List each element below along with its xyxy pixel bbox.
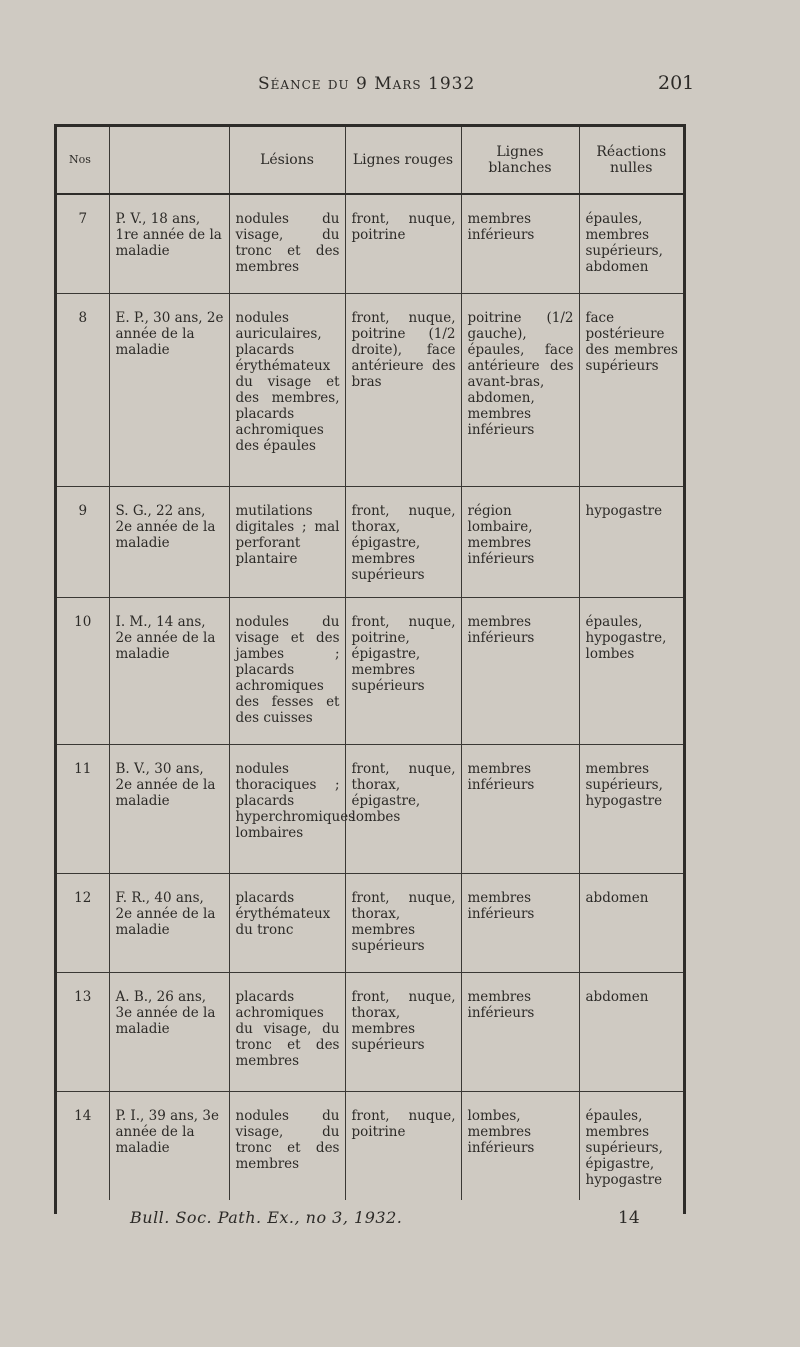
table-row bbox=[57, 598, 683, 745]
cell-lignes-rouges: front, nuque, thorax, épigastre, membres supérieurs bbox=[345, 487, 461, 598]
cell-lesions: nodules du visage et des jambes ; placards achromiques des fesses et des cuisses bbox=[229, 598, 345, 745]
cell-number: 8 bbox=[57, 294, 109, 487]
journal-reference: Bull. Soc. Path. Ex., no 3, 1932. bbox=[130, 1208, 403, 1227]
cell-lignes-blanches: poitrine (1/2 gauche), épaules, face antérieure des avant-bras, abdomen, membres inférieurs bbox=[461, 294, 579, 487]
cell-patient: F. R., 40 ans, 2e année de la maladie bbox=[109, 874, 229, 973]
cell-reactions-nulles: abdomen bbox=[579, 874, 683, 973]
cell-lignes-rouges: front, nuque, thorax, membres supérieurs bbox=[345, 874, 461, 973]
cell-lignes-blanches: membres inférieurs bbox=[461, 745, 579, 874]
table-row bbox=[57, 874, 683, 973]
table-row bbox=[57, 194, 683, 294]
cell-number: 9 bbox=[57, 487, 109, 598]
cell-lignes-blanches: membres inférieurs bbox=[461, 874, 579, 973]
cell-lignes-rouges: front, nuque, thorax, épigastre, lombes bbox=[345, 745, 461, 874]
table-row bbox=[57, 487, 683, 598]
cell-lignes-blanches: membres inférieurs bbox=[461, 973, 579, 1092]
cell-reactions-nulles: épaules, hypogastre, lombes bbox=[579, 598, 683, 745]
cell-lesions: mutilations digitales ; mal perforant plantaire bbox=[229, 487, 345, 598]
header-lignes-rouges: Lignes rouges bbox=[345, 127, 461, 194]
cell-patient: A. B., 26 ans, 3e année de la maladie bbox=[109, 973, 229, 1092]
cell-number: 13 bbox=[57, 973, 109, 1092]
cell-lesions: placards érythémateux du tronc bbox=[229, 874, 345, 973]
cell-lignes-blanches: membres inférieurs bbox=[461, 598, 579, 745]
cell-number: 10 bbox=[57, 598, 109, 745]
header-number: Nos bbox=[57, 127, 109, 194]
cell-lesions: nodules auriculaires, placards érythémateux du visage et des membres, placards achromiques des épaules bbox=[229, 294, 345, 487]
header-row bbox=[57, 127, 683, 194]
cell-number: 11 bbox=[57, 745, 109, 874]
header-reactions-nulles: Réactions nulles bbox=[579, 127, 683, 194]
page-footer bbox=[0, 1206, 800, 1236]
signature-mark: 14 bbox=[618, 1208, 640, 1228]
cell-lignes-blanches: membres inférieurs bbox=[461, 194, 579, 294]
cell-reactions-nulles: abdomen bbox=[579, 973, 683, 1092]
cell-number: 14 bbox=[74, 1108, 92, 1124]
header-patient bbox=[109, 127, 229, 194]
cell-lignes-blanches: lombes, membres inférieurs bbox=[461, 1092, 579, 1201]
observations-table bbox=[54, 124, 686, 1214]
cell-reactions-nulles: épaules, membres supérieurs, épigastre, hypogastre bbox=[579, 1092, 683, 1201]
header-lignes-blanches: Lignes blanches bbox=[461, 127, 579, 194]
page-number: 201 bbox=[658, 72, 695, 94]
cell-lignes-rouges: front, nuque, thorax, membres supérieurs bbox=[345, 973, 461, 1092]
cell-lignes-rouges: front, nuque, poitrine bbox=[345, 194, 461, 294]
cell-lignes-rouges: front, nuque, poitrine (1/2 droite), face antérieure des bras bbox=[345, 294, 461, 487]
cell-lignes-blanches: région lombaire, membres inférieurs bbox=[461, 487, 579, 598]
cell-number: 12 bbox=[57, 874, 109, 973]
cell-patient: S. G., 22 ans, 2e année de la maladie bbox=[109, 487, 229, 598]
cell-lesions: nodules du visage, du tronc et des membres bbox=[229, 1092, 345, 1201]
cell-patient: E. P., 30 ans, 2e année de la maladie bbox=[109, 294, 229, 487]
cell-number: 7 bbox=[57, 194, 109, 294]
header-lesions: Lésions bbox=[229, 127, 345, 194]
running-title: Séance du 9 Mars 1932 bbox=[258, 74, 476, 94]
cell-lignes-rouges: front, nuque, poitrine, épigastre, membres supérieurs bbox=[345, 598, 461, 745]
page-header bbox=[0, 70, 800, 106]
cell-patient: P. I., 39 ans, 3e année de la maladie bbox=[109, 1092, 229, 1201]
cell-reactions-nulles: face postérieure des membres supérieurs bbox=[579, 294, 683, 487]
cell-reactions-nulles: épaules, membres supérieurs, abdomen bbox=[579, 194, 683, 294]
table-row bbox=[57, 745, 683, 874]
cell-patient: P. V., 18 ans, 1re année de la maladie bbox=[109, 194, 229, 294]
cell-patient: I. M., 14 ans, 2e année de la maladie bbox=[109, 598, 229, 745]
cell-lesions: placards achromiques du visage, du tronc et des membres bbox=[229, 973, 345, 1092]
table-row bbox=[57, 973, 683, 1092]
cell-lignes-rouges: front, nuque, poitrine bbox=[345, 1092, 461, 1201]
cell-reactions-nulles: membres supérieurs, hypogastre bbox=[579, 745, 683, 874]
cell-reactions-nulles: hypogastre bbox=[579, 487, 683, 598]
table-row bbox=[57, 294, 683, 487]
data-table bbox=[57, 127, 683, 1200]
cell-patient: B. V., 30 ans, 2e année de la maladie bbox=[109, 745, 229, 874]
table-row bbox=[57, 1092, 683, 1201]
cell-lesions: nodules du visage, du tronc et des membres bbox=[229, 194, 345, 294]
cell-lesions: nodules thoraciques ; placards hyperchromiques lombaires bbox=[229, 745, 345, 874]
